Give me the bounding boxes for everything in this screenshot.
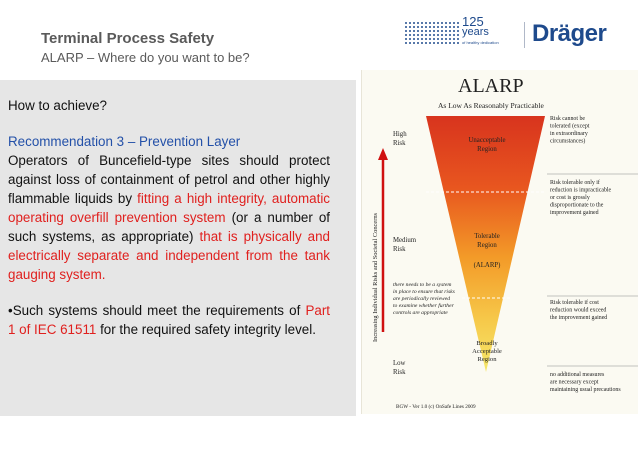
risk-arrow-icon: [378, 148, 388, 160]
para2-highlight: Part 1 of IEC 61511: [8, 303, 330, 337]
dot-pattern-icon: [404, 21, 459, 45]
para2-text-2: for the required safety integrity level.: [96, 322, 316, 337]
brand-logo: Dräger: [532, 20, 607, 47]
label-low: Low Risk: [393, 360, 406, 376]
region-tolerable: Tolerable Region: [474, 233, 500, 249]
para1-text-1: Operators of Buncefield-type sites should protect against loss of containment of petrol and other highly flammable liquids by: [8, 153, 330, 206]
para1-text-2: (or a number of such systems, as appropriate): [8, 210, 331, 244]
label-high: High Risk: [393, 131, 407, 147]
question: How to achieve?: [8, 98, 107, 113]
note-cost: Risk tolerable if cost reduction would exceed the improvement gained: [550, 300, 608, 321]
region-alarp: (ALARP): [473, 262, 501, 269]
label-medium: Medium Risk: [393, 237, 417, 253]
anniversary-number: 125: [462, 14, 484, 29]
diagram-title: ALARP: [458, 75, 524, 97]
requirements-paragraph: [8, 301, 330, 339]
slide-subtitle: ALARP – Where do you want to be?: [41, 50, 250, 65]
note-acceptable: no additional measures are necessary except maintaining usual precautions: [550, 372, 621, 393]
alarp-svg: [362, 70, 638, 414]
diagram-credit: BGW - Ver 1.0 (c) OnSafe Lines 2009: [396, 404, 476, 410]
note-unacceptable: Risk cannot be tolerated (except in extraordinary circumstances): [550, 116, 590, 145]
y-axis-label: Increasing Individual Risks and Societal Concerns: [372, 212, 379, 342]
slide-title: Terminal Process Safety: [41, 30, 215, 47]
recommendation-heading: Recommendation 3 – Prevention Layer: [8, 134, 241, 149]
note-tolerable: Risk tolerable only if reduction is impracticable or cost is grossly disproportionate to the improvement gained: [550, 180, 612, 216]
recommendation-paragraph: [8, 151, 330, 284]
review-note: there needs to be a system in place to ensure that risks are periodically reviewed to examine whether further controls are appropriate: [393, 282, 455, 316]
anniversary-years: years: [462, 26, 489, 38]
body-text: [8, 96, 330, 339]
anniversary-logo: [404, 15, 514, 50]
logo-separator: [524, 22, 525, 48]
region-acceptable: Broadly Acceptable Region: [472, 340, 502, 363]
para1-highlight-2: that is physically and electrically separate and independent from the tank gauging system.: [8, 229, 331, 282]
para1-highlight-1: fitting a high integrity, automatic operating overfill prevention system: [8, 191, 330, 225]
anniversary-tagline: of healthy dedication: [462, 40, 499, 45]
para2-text-1: •Such systems should meet the requirements of: [8, 303, 306, 318]
diagram-subtitle: As Low As Reasonably Practicable: [438, 101, 544, 110]
region-unacceptable: Unacceptable Region: [468, 137, 506, 153]
alarp-diagram: [361, 70, 638, 414]
